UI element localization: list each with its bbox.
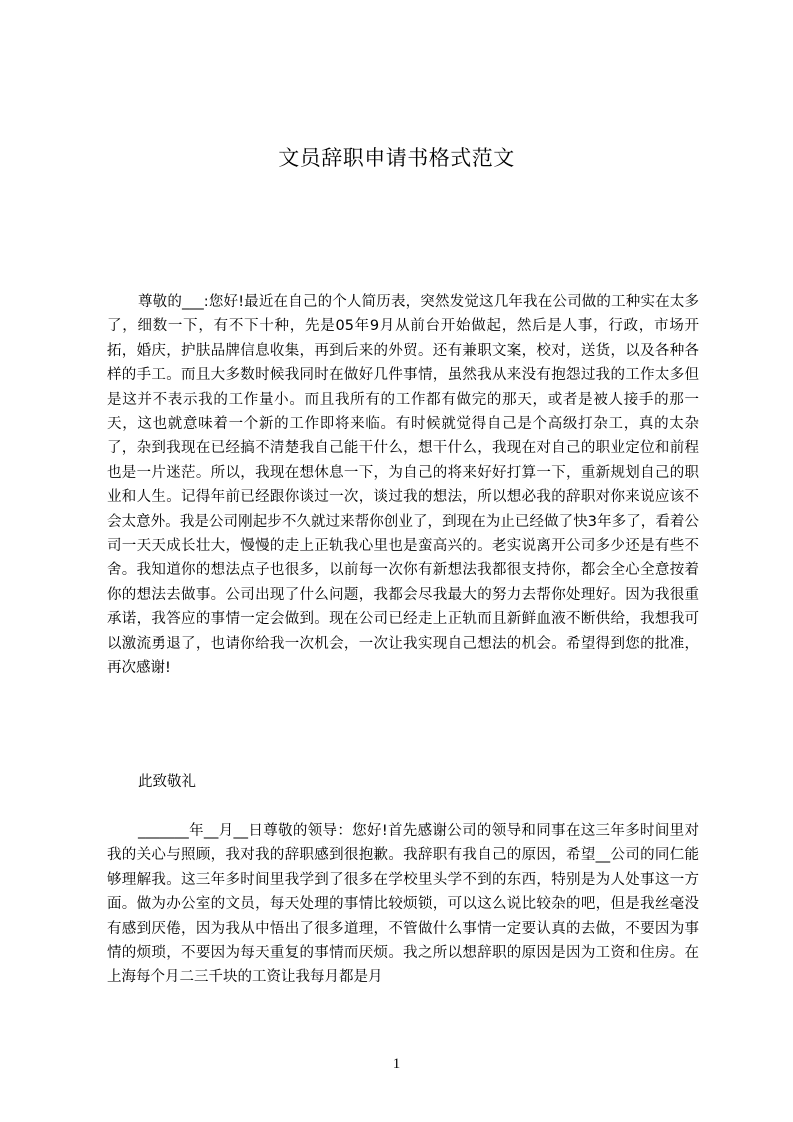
document-title: 文员辞职申请书格式范文 — [278, 146, 515, 170]
body-paragraph-1: 尊敬的___:您好!最近在自己的个人简历表，突然发觉这几年我在公司做的工种实在太多了，细数一下，有不下十种，先是05年9月从前台开始做起，然后是人事，行政，市场开拓，婚庆，护肤品牌信息收集，再到后来的外贸。还有兼职文案，校对，送货，以及各种各样的手工。而且大多数时候我同时在做好几件事情，虽然我从来没有抱怨过我的工作太多但是这并不表示我的工作量小。而且我所有的工作都有做完的那天，或者是被人接手的那一天，这也就意味着一个新的工作即将来临。有时候就觉得自己是个高级打杂工，真的太杂了，杂到我现在已经搞不清楚我自己能干什么，想干什么，我现在对自己的职业定位和前程也是一片迷茫。所以，我现在想休息一下，为自己的将来好好打算一下，重新规划自己的职业和人生。记得年前已经跟你谈过一次，谈过我的想法，所以想必我的辞职对你来说应该不会太意外。我是公司刚起步不久就过来帮你创业了，到现在为止已经做了快3年多了，看着公司一天天成长壮大，慢慢的走上正轨我心里也是蛮高兴的。老实说离开公司多少还是有些不舍。我知道你的想法点子也很多，以前每一次你有新想法我都很支持你，都会全心全意按着你的想法去做事。公司出现了什么问题，我都会尽我最大的努力去帮你处理好。因为我很重承诺，我答应的事情一定会做到。现在公司已经走上正轨而且新鲜血液不断供给，我想我可以激流勇退了，也请你给我一次机会，一次让我实现自己想法的机会。希望得到您的批准，再次感谢! — [107, 294, 699, 677]
page-number: 1 — [392, 1056, 401, 1072]
body-paragraph-2: _______年__月__日尊敬的领导：您好!首先感谢公司的领导和同事在这三年多时间里对我的关心与照顾，我对我的辞职感到很抱歉。我辞职有我自己的原因，希望__公司的同仁能够理解我。这三年多时间里我学到了很多在学校里头学不到的东西，特别是为人处事这一方面。做为办公室的文员，每天处理的事情比较烦锁，可以这么说比较杂的吧，但是我丝毫没有感到厌倦，因为我从中悟出了很多道理，不管做什么事情一定要认真的去做，不要因为事情的烦琐，不要因为每天重复的事情而厌烦。我之所以想辞职的原因是因为工资和住房。在上海每个月二三千块的工资让我每月都是月 — [107, 823, 699, 986]
closing-salutation: 此致敬礼 — [138, 774, 196, 790]
